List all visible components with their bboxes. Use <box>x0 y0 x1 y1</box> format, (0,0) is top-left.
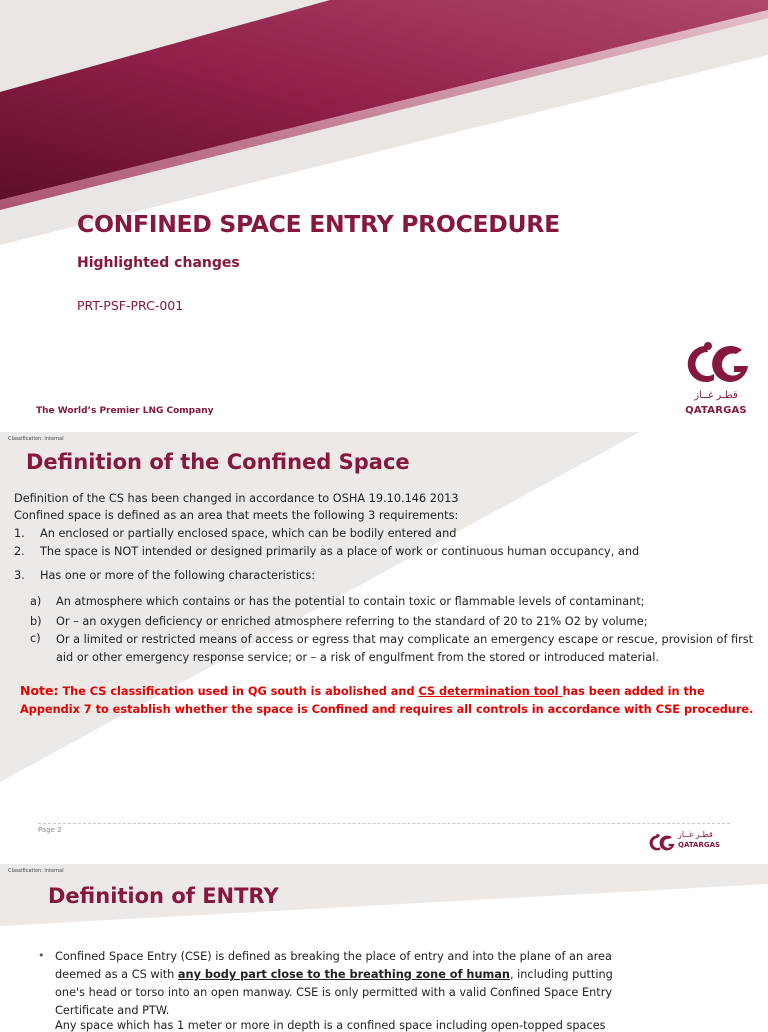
bullet-marker: • <box>38 949 45 962</box>
logo-wordmark: QATARGAS <box>678 841 721 849</box>
document-code: PRT-PSF-PRC-001 <box>77 298 184 313</box>
logo-arabic-text: قطـر غــاز <box>694 390 738 401</box>
page-number: Page 2 <box>38 826 62 834</box>
logo-arabic-text: قطـر غــاز <box>678 830 713 839</box>
note-text: has been added in the Appendix 7 to establish whether the space is Confined and requires all controls in accordance with CSE procedure. <box>20 685 754 716</box>
list-letter: a) <box>30 595 42 608</box>
page-subtitle: Highlighted changes <box>77 255 240 271</box>
characteristic-item: Or a limited or restricted means of access or egress that may complicate an emergency escape or rescue, provision of first aid or other emergency response service; or – a risk of engulfment from the stored or introduced material. <box>56 633 754 664</box>
qg-logo-icon <box>684 340 752 388</box>
definition-slide <box>0 432 768 864</box>
footer-divider <box>38 823 730 824</box>
characteristic-item: Or – an oxygen deficiency or enriched atmosphere referring to the standard of 20 to 21% O2 by volume; <box>56 615 648 628</box>
classification-label: Classification: Internal <box>8 436 64 442</box>
note-callout <box>20 682 760 719</box>
list-number: 3. <box>14 569 25 582</box>
paragraph-text: , including putting one's head or torso into an open manway. CSE is only permitted with a valid Confined Space Entry Certificate and PTW. <box>55 968 613 1017</box>
note-label: Note: <box>20 683 59 698</box>
qatargas-logo-small <box>648 830 738 858</box>
page-title: CONFINED SPACE ENTRY PROCEDURE <box>77 210 560 238</box>
company-tagline: The World’s Premier LNG Company <box>36 406 214 416</box>
qatargas-logo <box>680 340 756 420</box>
cut-off-line: Any space which has 1 meter or more in depth is a confined space including open-topped spaces <box>55 1019 606 1032</box>
paragraph-text: Confined Space Entry (CSE) is defined as breaking the place of entry and into the plane of an area deemed as a CS with <box>55 950 612 981</box>
title-slide <box>0 0 768 432</box>
slide-title: Definition of the Confined Space <box>26 450 410 474</box>
entry-definition-paragraph <box>55 948 645 1020</box>
list-letter: b) <box>30 615 42 628</box>
intro-line: Definition of the CS has been changed in accordance to OSHA 19.10.146 2013 <box>14 492 459 505</box>
list-number: 1. <box>14 527 25 540</box>
requirement-item: Has one or more of the following characteristics: <box>40 569 316 582</box>
logo-wordmark: QATARGAS <box>685 405 747 416</box>
requirement-item: An enclosed or partially enclosed space, which can be bodily entered and <box>40 527 457 540</box>
breathing-zone-link[interactable]: any body part close to the breathing zone of human <box>177 968 510 981</box>
classification-label: Classification: Internal <box>8 868 64 874</box>
note-text: The CS classification used in QG south is abolished and <box>58 685 419 698</box>
qg-logo-icon <box>648 830 676 856</box>
intro-line: Confined space is defined as an area that meets the following 3 requirements: <box>14 509 459 522</box>
requirement-item: The space is NOT intended or designed primarily as a place of work or continuous human occupancy, and <box>40 545 640 558</box>
list-letter: c) <box>30 632 41 645</box>
entry-definition-slide <box>0 864 768 1032</box>
slide-title: Definition of ENTRY <box>48 884 279 908</box>
characteristic-item: An atmosphere which contains or has the potential to contain toxic or flammable levels of contaminant; <box>56 595 645 608</box>
list-number: 2. <box>14 545 25 558</box>
cs-determination-tool-link[interactable]: CS determination tool <box>418 685 563 698</box>
